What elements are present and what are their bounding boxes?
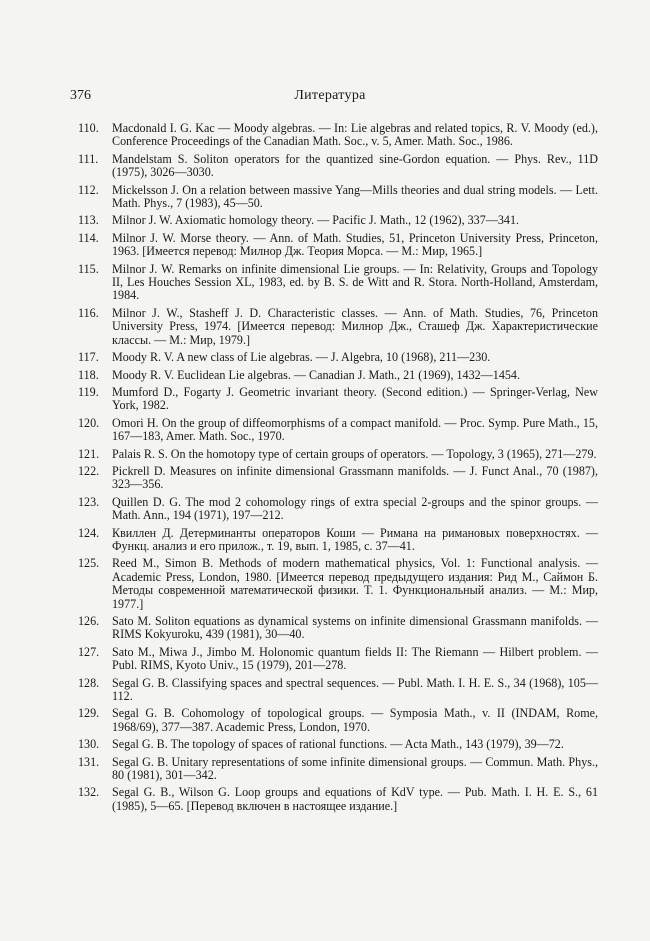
reference-text: Segal G. B., Wilson G. Loop groups and equations of KdV type. — Pub. Math. I. H. E. S., 61 (1985), 5—65. [Перевод включен в настоящее издание.]	[112, 785, 598, 813]
reference-number: 112.	[78, 182, 99, 197]
reference-item	[78, 232, 598, 259]
reference-text: Milnor J. W. Morse theory. — Ann. of Math. Studies, 51, Princeton University Press, Princeton, 1963. [Имеется перевод: Милнор Дж. Теория Морса. — М.: Мир, 1965.]	[112, 230, 598, 259]
page-number: 376	[70, 88, 91, 103]
reference-number: 126.	[78, 614, 100, 628]
reference-item	[78, 263, 598, 303]
reference-number: 116.	[78, 305, 99, 320]
reference-item	[78, 417, 598, 444]
reference-text: Segal G. B. Classifying spaces and spectral sequences. — Publ. Math. I. H. E. S., 34 (1968), 105—112.	[112, 675, 598, 704]
reference-item	[78, 738, 598, 751]
reference-number: 132.	[78, 785, 100, 800]
reference-number: 110.	[78, 121, 99, 135]
reference-text: Quillen D. G. The mod 2 cohomology rings of extra special 2-groups and the spinor groups. — Math. Ann., 194 (1971), 197—212.	[112, 494, 598, 523]
page-header	[70, 88, 590, 108]
reference-number: 128.	[78, 675, 100, 690]
reference-number: 115.	[78, 261, 99, 276]
reference-item	[78, 527, 598, 554]
reference-number: 124.	[78, 525, 100, 540]
reference-text: Omori H. On the group of diffeomorphisms of a compact manifold. — Proc. Symp. Pure Math., 15, 167—183, Amer. Math. Soc., 1970.	[112, 415, 598, 444]
reference-text: Milnor J. W., Stasheff J. D. Characteristic classes. — Ann. of Math. Studies, 76, Princeton University Press, 1974. [Имеется перевод: Милнор Дж., Сташеф Дж. Характеристические классы. — М.: Мир, 1979.]	[112, 305, 598, 347]
reference-number: 121.	[78, 446, 100, 461]
reference-item	[78, 122, 598, 149]
reference-item	[78, 153, 598, 180]
reference-item	[78, 465, 598, 492]
reference-item	[78, 786, 598, 813]
reference-number: 122.	[78, 463, 100, 478]
reference-text: Segal G. B. Unitary representations of some infinite dimensional groups. — Commun. Math. Phys., 80 (1981), 301—342.	[112, 754, 598, 783]
reference-number: 113.	[78, 213, 99, 228]
reference-text: Reed M., Simon B. Methods of modern mathematical physics, Vol. 1: Functional analysis. — Academic Press, London, 1980. [Имеется перевод предыдущего издания: Рид М., Саймон Б. Методы современной математической физики. Т. 1. Функциональный анализ. — М.: Мир, 1977.]	[112, 556, 598, 611]
reference-number: 117.	[78, 350, 99, 365]
reference-item	[78, 496, 598, 523]
reference-text: Sato M. Soliton equations as dynamical systems on infinite dimensional Grassmann manifolds. — RIMS Kokyuroku, 439 (1981), 30—40.	[112, 614, 598, 642]
reference-item	[78, 448, 598, 461]
reference-number: 127.	[78, 644, 100, 659]
reference-number: 111.	[78, 151, 99, 166]
reference-item	[78, 307, 598, 347]
reference-number: 125.	[78, 556, 100, 571]
reference-item	[78, 214, 598, 227]
reference-text: Palais R. S. On the homotopy type of certain groups of operators. — Topology, 3 (1965), 271—279.	[112, 446, 597, 461]
reference-text: Macdonald I. G. Kac — Moody algebras. — In: Lie algebras and related topics, R. V. Moody (ed.), Conference Proceedings of the Canadian Math. Soc., v. 5, Amer. Math. Soc., 1986.	[112, 121, 598, 149]
reference-number: 123.	[78, 494, 100, 509]
reference-number: 119.	[78, 384, 99, 399]
reference-number: 118.	[78, 367, 99, 382]
reference-number: 129.	[78, 706, 100, 721]
reference-text: Milnor J. W. Axiomatic homology theory. — Pacific J. Math., 12 (1962), 337—341.	[112, 213, 520, 228]
reference-item	[78, 707, 598, 734]
reference-text: Mandelstam S. Soliton operators for the quantized sine-Gordon equation. — Phys. Rev., 11D (1975), 3026—3030.	[112, 151, 598, 180]
reference-text: Moody R. V. Euclidean Lie algebras. — Canadian J. Math., 21 (1969), 1432—1454.	[112, 367, 520, 382]
reference-number: 131.	[78, 754, 100, 769]
reference-number: 114.	[78, 230, 99, 245]
reference-item	[78, 615, 598, 642]
reference-text: Pickrell D. Measures on infinite dimensional Grassmann manifolds. — J. Funct Anal., 70 (1987), 323—356.	[112, 463, 598, 492]
reference-item	[78, 557, 598, 611]
reference-item	[78, 756, 598, 783]
reference-text: Sato M., Miwa J., Jimbo M. Holonomic quantum fields II: The Riemann — Hilbert problem. — Publ. RIMS, Kyoto Univ., 15 (1979), 201—278.	[112, 644, 598, 673]
reference-item	[78, 184, 598, 211]
reference-item	[78, 677, 598, 704]
reference-text: Segal G. B. Cohomology of topological groups. — Symposia Math., v. II (INDAM, Rome, 1968/69), 377—387. Academic Press, London, 1970.	[112, 706, 598, 734]
reference-text: Mumford D., Fogarty J. Geometric invariant theory. (Second edition.) — Springer-Verlag, New York, 1982.	[112, 384, 598, 413]
reference-text: Moody R. V. A new class of Lie algebras. — J. Algebra, 10 (1968), 211—230.	[112, 350, 491, 365]
reference-number: 130.	[78, 737, 100, 752]
reference-number: 120.	[78, 415, 100, 430]
reference-text: Квиллен Д. Детерминанты операторов Коши — Римана на римановых поверхностях. — Функц. анализ и его прилож., т. 19, вып. 1, 1985, с. 37—41.	[112, 525, 598, 553]
reference-text: Mickelsson J. On a relation between massive Yang—Mills theories and dual string models. — Lett. Math. Phys., 7 (1983), 45—50.	[112, 182, 598, 211]
reference-item	[78, 386, 598, 413]
running-title: Литература	[294, 88, 366, 103]
reference-list	[78, 122, 598, 817]
reference-text: Segal G. B. The topology of spaces of rational functions. — Acta Math., 143 (1979), 39—72.	[112, 737, 564, 752]
reference-item	[78, 369, 598, 382]
reference-text: Milnor J. W. Remarks on infinite dimensional Lie groups. — In: Relativity, Groups and Topology II, Les Houches Session XL, 1983, ed. by B. S. de Witt and R. Stora. North-Holland, Amsterdam, 1984.	[112, 261, 598, 303]
reference-item	[78, 646, 598, 673]
reference-item	[78, 351, 598, 364]
